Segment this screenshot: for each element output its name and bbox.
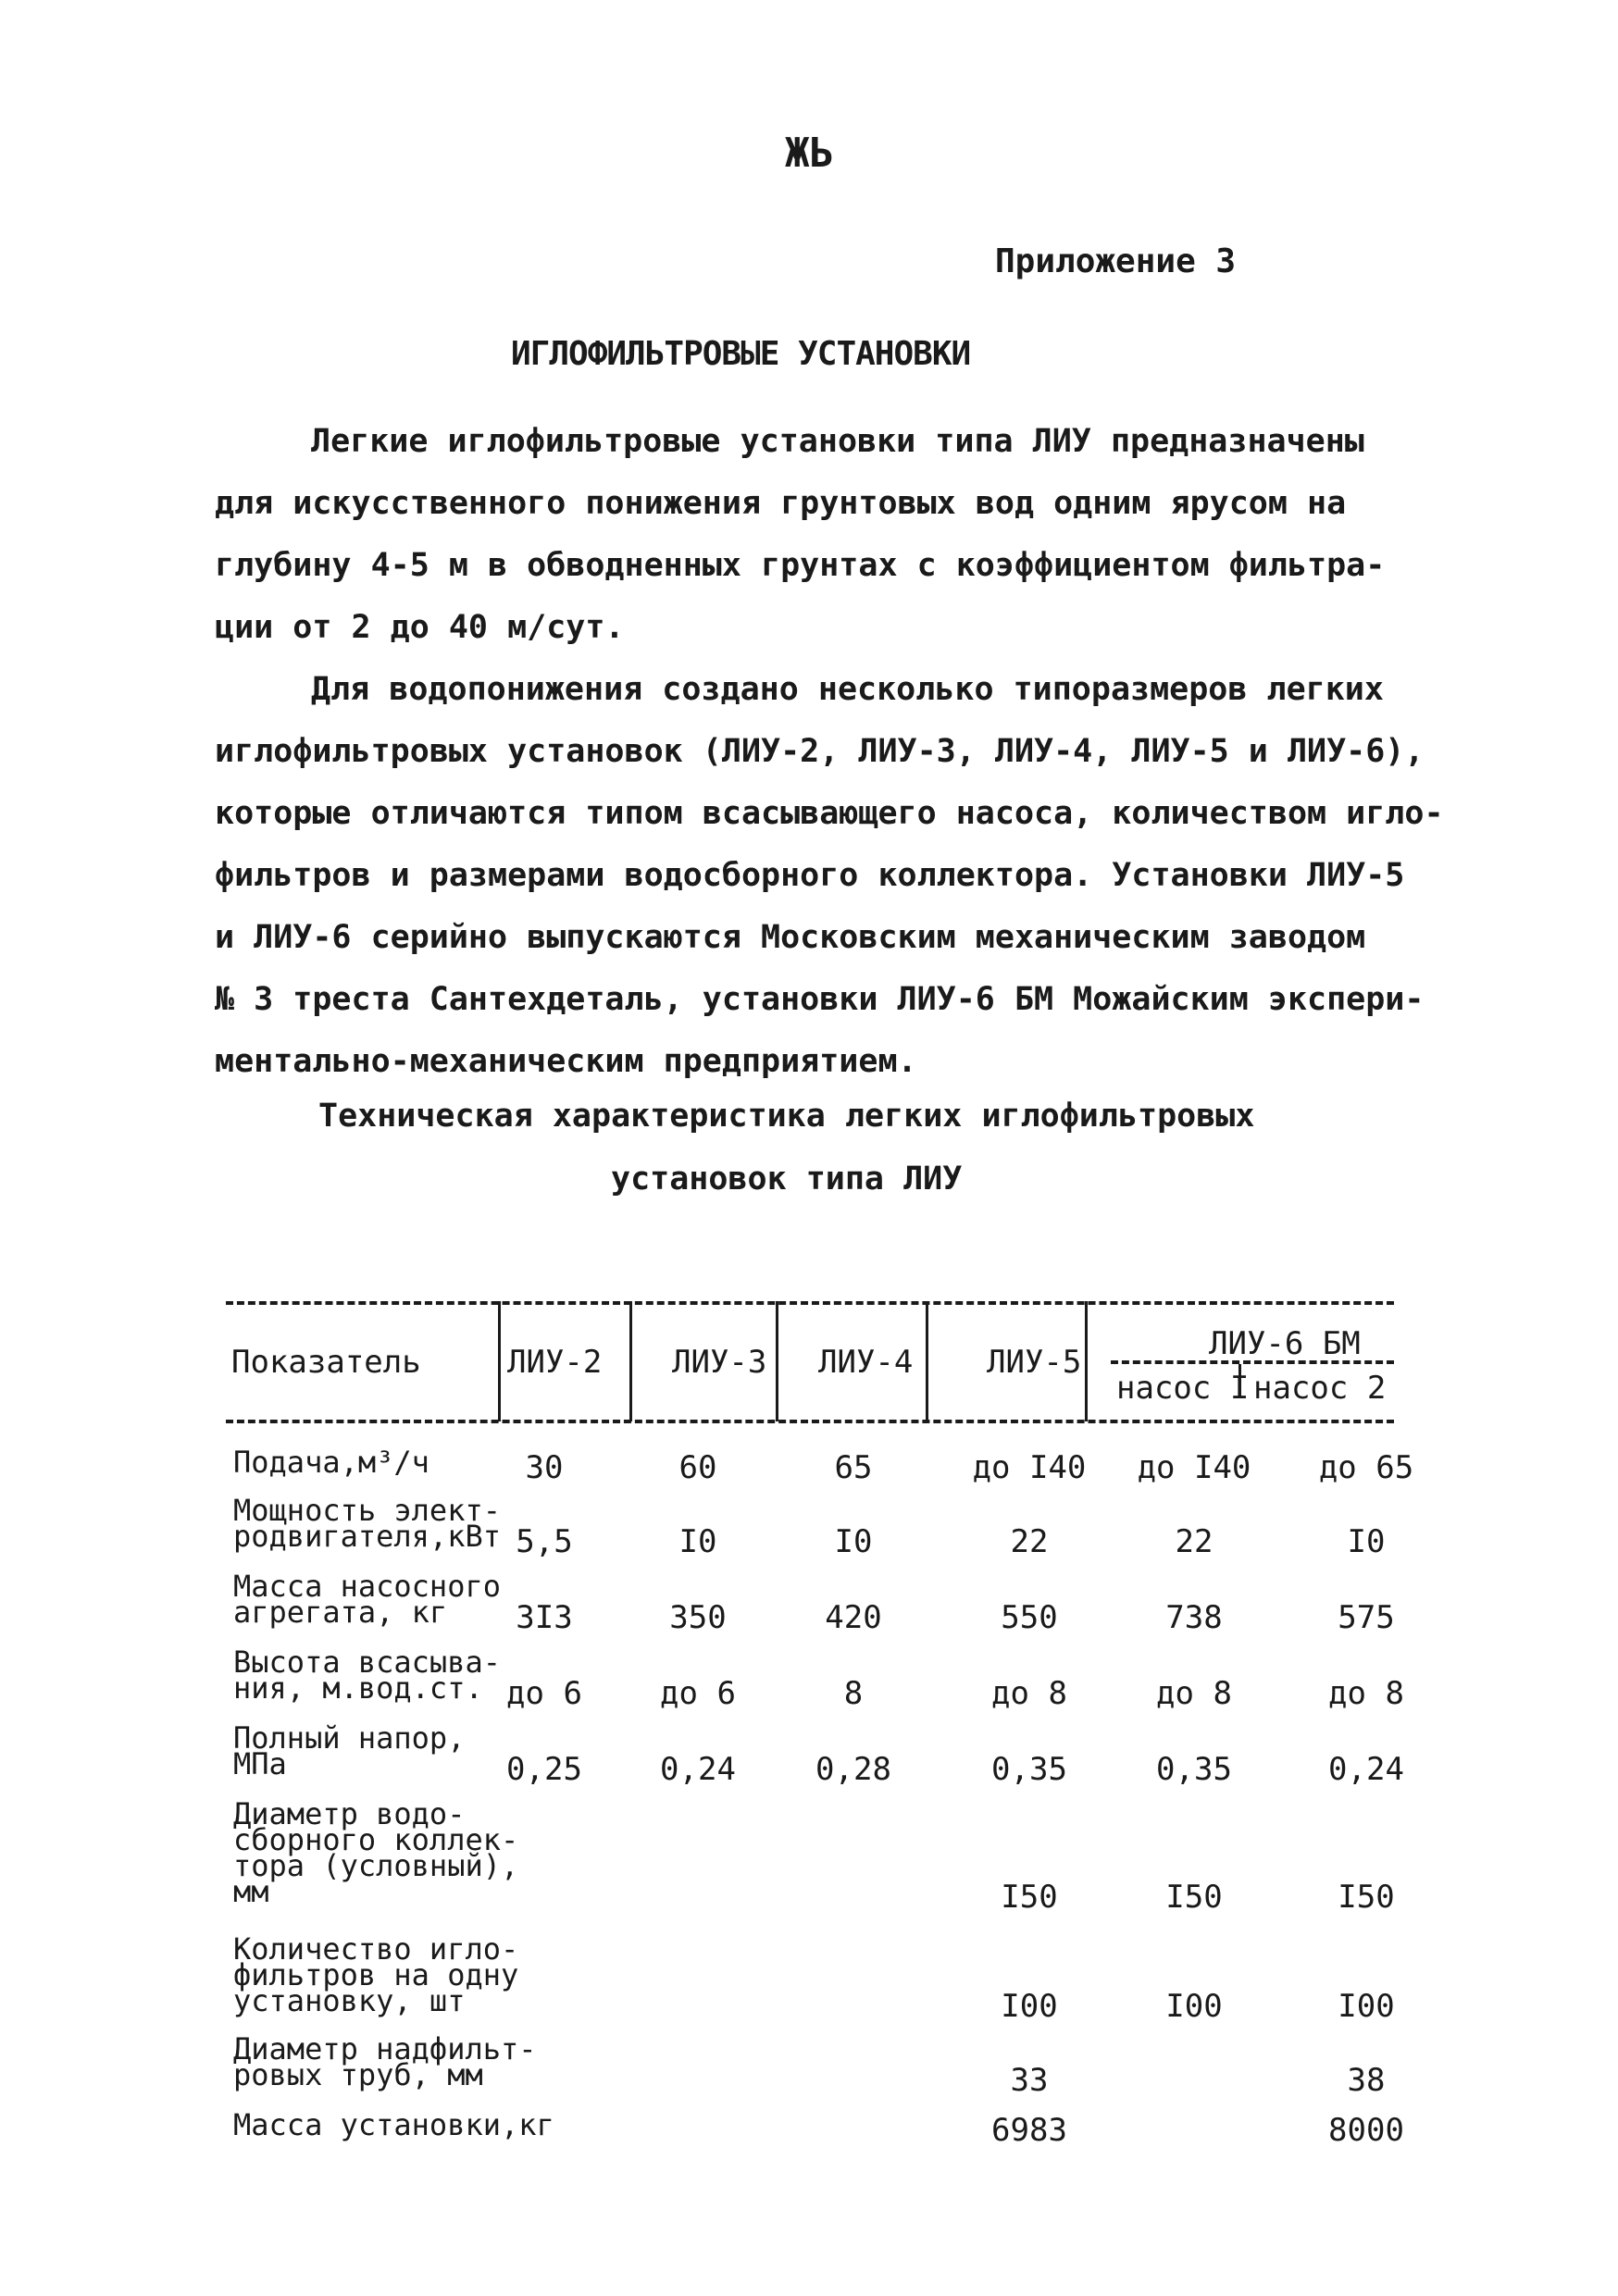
table-cell: I0 (1347, 1523, 1386, 1560)
header-liu6bm: ЛИУ-6 БМ (1209, 1325, 1361, 1362)
row-label-line: мм (233, 1874, 269, 1909)
column-divider (1085, 1301, 1088, 1421)
table-cell: до 8 (1156, 1675, 1232, 1712)
row-label-line: ния, м.вод.ст. (233, 1670, 483, 1706)
table-cell: 0,28 (815, 1751, 891, 1788)
table-cell: 33 (1010, 2062, 1049, 2099)
table-cell: 550 (1001, 1599, 1058, 1636)
table-cell: 5,5 (516, 1523, 573, 1560)
table-cell: до 6 (506, 1675, 582, 1712)
row-label (233, 1931, 519, 2018)
row-label-line: ровых труб, мм (233, 2057, 483, 2092)
row-label (233, 1569, 501, 1630)
table-cell: 575 (1338, 1599, 1395, 1636)
column-divider (926, 1301, 928, 1421)
table-cell: 420 (825, 1599, 882, 1636)
paragraph-line: ции от 2 до 40 м/сут. (215, 609, 625, 646)
header-liu5: ЛИУ-5 (987, 1344, 1082, 1381)
table-cell: 22 (1010, 1523, 1049, 1560)
header-liu4: ЛИУ-4 (818, 1344, 914, 1381)
column-divider (498, 1301, 501, 1421)
row-label (233, 1644, 501, 1706)
row-label-line: Полный напор, (233, 1720, 466, 1756)
row-label-line: фильтров на одну (233, 1957, 519, 1992)
column-divider (776, 1301, 778, 1421)
table-cell: 22 (1175, 1523, 1214, 1560)
table-cell: до 65 (1318, 1449, 1414, 1486)
table-cell: I00 (1165, 1988, 1223, 2025)
row-label (233, 1493, 501, 1554)
header-liu2: ЛИУ-2 (507, 1344, 603, 1381)
row-label (233, 1445, 429, 1480)
table-cell: I0 (834, 1523, 873, 1560)
paragraph-intro (215, 411, 1386, 659)
row-label (233, 2031, 537, 2092)
table-cell: 350 (669, 1599, 727, 1636)
table-cell: 0,35 (991, 1751, 1067, 1788)
row-label (233, 2107, 554, 2142)
table-cell: I50 (1165, 1879, 1223, 1916)
row-label-line: Масса установки,кг (233, 2107, 554, 2142)
table-cell: 6983 (991, 2112, 1067, 2149)
section-title: ИГЛОФИЛЬТРОВЫЕ УСТАНОВКИ (511, 335, 971, 373)
table-caption-line-1: Техническая характеристика легких иглофильтровых (318, 1098, 1255, 1135)
row-label-line: сборного коллек- (233, 1822, 519, 1857)
row-label-line: Масса насосного (233, 1569, 501, 1604)
row-label-line: тора (условный), (233, 1848, 519, 1883)
paragraph-line: для искусственного понижения грунтовых вод одним ярусом на (215, 485, 1347, 522)
table-cell: до I40 (972, 1449, 1087, 1486)
paragraph-line: Легкие иглофильтровые установки типа ЛИУ предназначены (311, 423, 1364, 460)
table-cell: I00 (1001, 1988, 1058, 2025)
row-label (233, 1796, 519, 1909)
appendix-label: Приложение 3 (995, 242, 1237, 280)
table-cell: 8000 (1328, 2112, 1404, 2149)
row-label (233, 1720, 466, 1781)
table-cell: 0,24 (660, 1751, 736, 1788)
header-indicator: Показатель (231, 1344, 421, 1381)
paragraph-models (215, 659, 1444, 1093)
paragraph-line: которые отличаются типом всасывающего насоса, количеством игло- (215, 795, 1444, 832)
table-cell: до 6 (660, 1675, 736, 1712)
paragraph-line: иглофильтровых установок (ЛИУ-2, ЛИУ-3, ЛИУ-4, ЛИУ-5 и ЛИУ-6), (215, 733, 1425, 770)
row-label-line: Диаметр надфильт- (233, 2031, 537, 2066)
row-label-line: Количество игло- (233, 1931, 519, 1967)
row-label-line: агрегата, кг (233, 1595, 448, 1630)
table-header-bottom-rule (226, 1420, 1394, 1423)
table-cell: 3I3 (516, 1599, 573, 1636)
paragraph-line: № 3 треста Сантехдеталь, установки ЛИУ-6 БМ Можайским экспери- (215, 981, 1425, 1018)
row-label-line: Подача,м³/ч (233, 1445, 429, 1480)
table-cell: I50 (1001, 1879, 1058, 1916)
paragraph-line: и ЛИУ-6 серийно выпускаются Московским механическим заводом (215, 919, 1366, 956)
table-caption-line-2: установок типа ЛИУ (611, 1160, 963, 1198)
table-cell: I0 (678, 1523, 717, 1560)
row-label-line: родвигателя,кВт (233, 1519, 501, 1554)
paragraph-line: фильтров и размерами водосборного коллектора. Установки ЛИУ-5 (215, 857, 1405, 894)
column-divider (629, 1301, 632, 1421)
table-cell: I00 (1338, 1988, 1395, 2025)
table-cell: 38 (1347, 2062, 1386, 2099)
table-cell: до I40 (1137, 1449, 1251, 1486)
row-label-line: МПа (233, 1746, 287, 1781)
paragraph-line: ментально-механическим предприятием. (215, 1043, 917, 1080)
table-cell: I50 (1338, 1879, 1395, 1916)
table-cell: 0,25 (506, 1751, 582, 1788)
paragraph-line: глубину 4-5 м в обводненных грунтах с коэффициентом фильтра- (215, 547, 1386, 584)
row-label-line: установку, шт (233, 1983, 466, 2018)
table-cell: до 8 (1328, 1675, 1404, 1712)
header-liu3: ЛИУ-3 (672, 1344, 767, 1381)
table-cell: 8 (843, 1675, 864, 1712)
table-cell: 30 (525, 1449, 564, 1486)
table-cell: 60 (678, 1449, 717, 1486)
table-top-rule (226, 1301, 1394, 1305)
table-cell: 738 (1165, 1599, 1223, 1636)
page-number-mark: ЖЬ (785, 130, 834, 177)
paragraph-line: Для водопонижения создано несколько типоразмеров легких (311, 671, 1384, 708)
table-cell: 65 (834, 1449, 873, 1486)
row-label-line: Мощность элект- (233, 1493, 501, 1528)
row-label-line: Диаметр водо- (233, 1796, 466, 1831)
table-cell: до 8 (991, 1675, 1067, 1712)
header-pump1: насос I (1116, 1370, 1250, 1407)
table-cell: 0,24 (1328, 1751, 1404, 1788)
row-label-line: Высота всасыва- (233, 1644, 501, 1680)
header-pump2: насос 2 (1253, 1370, 1387, 1407)
table-cell: 0,35 (1156, 1751, 1232, 1788)
